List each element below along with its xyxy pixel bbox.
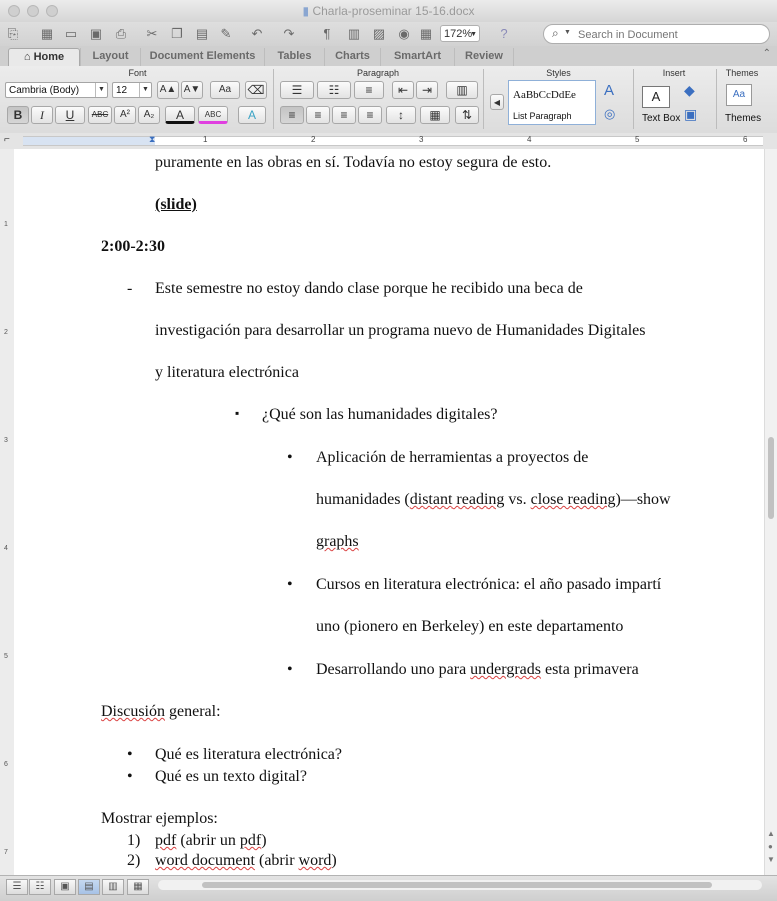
chevron-down-icon: ▼ [470, 31, 477, 38]
square-bullet: ▪ [235, 406, 240, 420]
search-icon: ⌕ [552, 26, 559, 40]
shapes-icon[interactable]: ◆ [684, 82, 695, 98]
print-icon[interactable]: ⎙ [115, 26, 127, 41]
gallery-icon[interactable]: ▦ [419, 26, 433, 41]
ruler-mark: 6 [4, 761, 8, 768]
clear-formatting-icon[interactable]: ⌫ [245, 81, 267, 99]
paste-icon[interactable]: ▤ [195, 26, 209, 41]
section-heading: Discusión general: [101, 703, 221, 720]
list-item: pdf (abrir un pdf) [155, 832, 267, 849]
list-item-continuation: uno (pionero en Berkeley) en este departamento [316, 618, 624, 635]
bullets-button[interactable]: ☰ [280, 81, 314, 99]
vertical-scrollbar[interactable] [764, 149, 777, 875]
horizontal-ruler[interactable] [0, 133, 777, 150]
chevron-down-icon: ▼ [564, 29, 571, 36]
tab-review[interactable]: Review [454, 48, 514, 66]
copy-icon[interactable]: ❐ [171, 26, 183, 41]
align-center-button[interactable]: ≡ [306, 106, 330, 124]
list-item: Cursos en literatura electrónica: el año pasado impartí [316, 576, 662, 593]
ruler-mark: 2 [4, 329, 8, 336]
list-item: Aplicación de herramientas a proyectos de [316, 449, 589, 466]
horizontal-scrollbar[interactable] [158, 880, 762, 890]
style-list-paragraph[interactable] [508, 80, 596, 125]
cut-icon[interactable]: ✂ [146, 26, 158, 41]
themes-label[interactable]: Themes [725, 113, 762, 124]
section-heading: Mostrar ejemplos: [101, 810, 218, 827]
publishing-view-button[interactable]: ▣ [54, 879, 76, 895]
strikethrough-button[interactable]: ABC [88, 106, 112, 124]
paragraph-line: Este semestre no estoy dando clase porque he recibido una beca de [155, 280, 583, 297]
media-browser-icon[interactable]: ◉ [398, 26, 410, 41]
vertical-scroll-thumb[interactable] [768, 437, 774, 519]
search-box[interactable] [543, 24, 770, 44]
line-spacing-button[interactable]: ↕ [386, 106, 416, 124]
font-color-button[interactable]: A [165, 106, 195, 124]
align-right-button[interactable]: ≡ [332, 106, 356, 124]
subscript-button[interactable]: A₂ [138, 106, 160, 124]
title-bar [0, 0, 777, 22]
tab-document-elements[interactable]: Document Elements [140, 48, 264, 66]
italic-button[interactable]: I [31, 106, 53, 124]
manage-styles-icon[interactable]: ◎ [604, 106, 616, 121]
group-divider [633, 69, 634, 129]
redo-icon[interactable]: ↷ [283, 26, 295, 41]
borders-button[interactable]: ▦ [420, 106, 450, 124]
toolbox-icon[interactable]: ▨ [372, 26, 386, 41]
list-item: word document (abrir word) [155, 852, 337, 869]
quick-toolbar [0, 22, 777, 46]
underline-button[interactable]: U [55, 106, 85, 124]
list-item: ¿Qué son las humanidades digitales? [262, 406, 498, 423]
undo-icon[interactable]: ↶ [251, 26, 263, 41]
group-label-paragraph: Paragraph [356, 68, 400, 78]
previous-page-icon[interactable]: ▲ [767, 829, 775, 838]
ribbon-tabs [0, 46, 777, 67]
document-icon: ▮ [302, 4, 310, 18]
slide-marker: (slide) [155, 196, 197, 213]
styles-pane-icon[interactable]: A [604, 82, 615, 99]
list-item: Desarrollando uno para undergrads esta primavera [316, 661, 639, 678]
grow-font-button[interactable]: A▲ [157, 81, 179, 99]
group-label-font: Font [128, 68, 147, 78]
outline-view-button[interactable]: ☷ [29, 879, 51, 895]
window-title: ▮ Charla-proseminar 15-16.docx [302, 4, 475, 18]
bullet: • [127, 768, 133, 785]
styles-previous-button[interactable]: ◀ [490, 94, 504, 110]
shrink-font-button[interactable]: A▼ [181, 81, 203, 99]
help-icon[interactable]: ? [500, 26, 508, 41]
sidebar-icon[interactable]: ▥ [347, 26, 361, 41]
list-item-continuation: humanidades (distant reading vs. close reading)—show [316, 491, 671, 508]
themes-icon[interactable]: Aa [726, 84, 752, 106]
chevron-down-icon: ▼ [139, 83, 151, 97]
ruler-mark: 5 [635, 135, 640, 144]
tab-tables[interactable]: Tables [264, 48, 324, 66]
time-heading: 2:00-2:30 [101, 238, 165, 255]
group-label-styles: Styles [546, 68, 571, 78]
tab-layout[interactable]: Layout [80, 48, 140, 66]
style-name: List Paragraph [513, 111, 572, 121]
style-preview-text: AaBbCcDdEe [513, 89, 576, 101]
print-layout-view-button[interactable]: ▤ [78, 879, 100, 895]
paragraph-line: y literatura electrónica [155, 364, 299, 381]
show-formatting-icon[interactable]: ¶ [323, 26, 331, 41]
decrease-indent-button[interactable]: ⇤ [392, 81, 414, 99]
notebook-view-button[interactable]: ▥ [102, 879, 124, 895]
ruler-mark: 3 [419, 135, 424, 144]
document-page[interactable] [14, 149, 764, 875]
bullet: • [287, 449, 293, 466]
ruler-mark: 6 [743, 135, 748, 144]
group-label-themes: Themes [725, 68, 759, 78]
tab-home[interactable]: ⌂ Home [8, 48, 80, 67]
bullet: • [127, 746, 133, 763]
open-folder-icon[interactable]: ▭ [64, 26, 78, 41]
list-item: Qué es un texto digital? [155, 768, 307, 785]
indent-marker-icon[interactable]: ⧗ [149, 134, 156, 144]
paragraph-line: investigación para desarrollar un programa nuevo de Humanidades Digitales [155, 322, 646, 339]
justify-button[interactable]: ≡ [358, 106, 382, 124]
ruler-mark: 5 [4, 653, 8, 660]
home-icon: ⌂ [23, 51, 31, 63]
search-input[interactable] [576, 26, 765, 44]
group-divider [273, 69, 274, 129]
vertical-ruler [0, 149, 15, 875]
font-size-select[interactable]: 12 ▼ [112, 82, 152, 98]
font-family-select[interactable]: Cambria (Body) ▼ [5, 82, 108, 98]
bold-button[interactable]: B [7, 106, 29, 124]
ruler-mark: 1 [203, 135, 208, 144]
sort-button[interactable]: ⇅ [455, 106, 479, 124]
text-box-icon[interactable]: A [642, 86, 670, 108]
draft-view-button[interactable]: ☰ [6, 879, 28, 895]
ruler-mark: 4 [527, 135, 532, 144]
ribbon-collapse-icon[interactable]: ⌃ [762, 48, 771, 59]
list-number: 2) [127, 852, 141, 869]
ribbon [0, 66, 777, 134]
superscript-button[interactable]: A² [114, 106, 136, 124]
increase-indent-button[interactable]: ⇥ [416, 81, 438, 99]
status-bar [0, 875, 777, 901]
change-case-button[interactable]: Aa [210, 81, 240, 99]
dash-bullet: - [127, 280, 133, 297]
horizontal-scroll-thumb[interactable] [202, 882, 712, 888]
chevron-down-icon: ▼ [95, 83, 107, 97]
tab-smartart[interactable]: SmartArt [380, 48, 454, 66]
bullet: • [287, 661, 293, 678]
tab-selector-icon[interactable]: ⌐ [4, 134, 10, 145]
bullet: • [287, 576, 293, 593]
columns-button[interactable]: ▥ [446, 81, 478, 99]
picture-icon[interactable]: ▣ [684, 106, 698, 122]
group-divider [716, 69, 717, 129]
text-box-label[interactable]: Text Box [642, 113, 681, 124]
ruler-mark: 2 [311, 135, 316, 144]
new-document-icon[interactable]: ⎘ [7, 26, 19, 41]
text-effects-button[interactable]: A [238, 106, 266, 124]
paragraph-line: puramente en las obras en sí. Todavía no estoy segura de esto. [155, 154, 552, 171]
focus-view-button[interactable]: ▦ [127, 879, 149, 895]
zoom-select[interactable]: 172% ▼ [440, 25, 480, 42]
browse-object-icon[interactable]: ● [768, 842, 773, 851]
ruler-mark: 1 [4, 221, 8, 228]
ruler-mark: 4 [4, 545, 8, 552]
group-label-insert: Insert [662, 68, 686, 78]
tab-charts[interactable]: Charts [324, 48, 380, 66]
highlight-button[interactable]: ABC [198, 106, 228, 124]
list-number: 1) [127, 832, 141, 849]
ruler-mark: 7 [4, 849, 8, 856]
multilevel-list-button[interactable]: ≡ [354, 81, 384, 99]
numbering-button[interactable]: ☷ [317, 81, 351, 99]
next-page-icon[interactable]: ▼ [767, 855, 775, 864]
list-item: Qué es literatura electrónica? [155, 746, 342, 763]
align-left-button[interactable]: ≡ [280, 106, 304, 124]
save-icon[interactable]: ▣ [89, 26, 103, 41]
templates-icon[interactable]: ▦ [40, 26, 54, 41]
list-item-continuation: graphs [316, 533, 359, 550]
format-painter-icon[interactable]: ✎ [220, 26, 232, 41]
ruler-mark: 3 [4, 437, 8, 444]
group-divider [483, 69, 484, 129]
